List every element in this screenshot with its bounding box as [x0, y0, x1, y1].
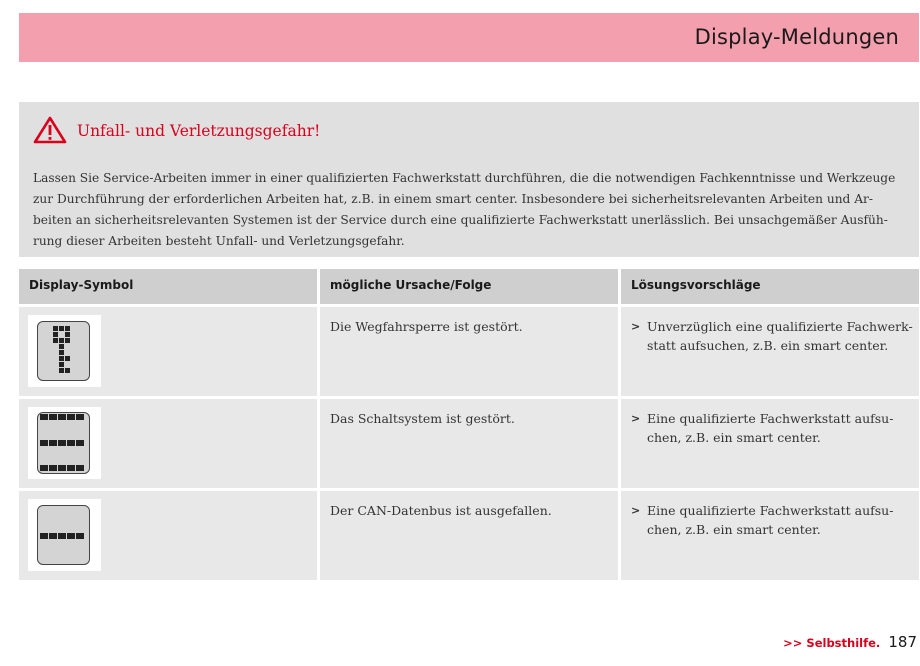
- immobilizer-fault-display-icon: [37, 321, 90, 381]
- column-header-cause: mögliche Ursache/Folge: [320, 269, 618, 304]
- warning-line: zur Durchführung der erforderlichen Arbeiten hat, z.B. in einem smart center. Insbesondere bei sicherheitsrelevanten Arbeiten und Ar-: [33, 192, 873, 206]
- warning-line: Lassen Sie Service-Arbeiten immer in einer qualifizierten Fachwerkstatt durchführen, die die notwendigen Fachkenntnisse und Werkzeuge: [33, 171, 896, 185]
- cause-cell: Das Schaltsystem ist gestört.: [320, 399, 618, 488]
- warning-text: [33, 168, 909, 252]
- symbol-cell: [19, 399, 317, 488]
- gearshift-fault-display-icon: [37, 412, 90, 474]
- solution-cell: > Eine qualifizierte Fachwerkstatt aufsu- chen, z.B. ein smart center.: [621, 491, 919, 580]
- table-row: [19, 399, 919, 488]
- column-header-solution: Lösungsvorschläge: [621, 269, 919, 304]
- page-number: 187: [888, 633, 917, 651]
- table-header-row: [19, 269, 919, 304]
- bullet-arrow-icon: >: [631, 504, 641, 517]
- page-title: Display-Meldungen: [694, 25, 899, 49]
- solution-cell: > Unverzüglich eine qualifizierte Fachwerk- statt aufsuchen, z.B. ein smart center.: [621, 307, 919, 396]
- warning-box: [19, 102, 919, 257]
- symbol-cell: [19, 491, 317, 580]
- cause-cell: Die Wegfahrsperre ist gestört.: [320, 307, 618, 396]
- bullet-arrow-icon: >: [631, 412, 641, 425]
- table-row: [19, 307, 919, 396]
- page-header: [19, 13, 919, 62]
- cause-cell: Der CAN-Datenbus ist ausgefallen.: [320, 491, 618, 580]
- table-row: [19, 491, 919, 580]
- symbol-cell: [19, 307, 317, 396]
- can-bus-fault-display-icon: [37, 505, 90, 565]
- warning-title: Unfall- und Verletzungsgefahr!: [77, 122, 321, 140]
- bullet-arrow-icon: >: [631, 320, 641, 333]
- page-footer: [783, 632, 917, 651]
- solution-cell: > Eine qualifizierte Fachwerkstatt aufsu- chen, z.B. ein smart center.: [621, 399, 919, 488]
- warning-line: beiten an sicherheitsrelevanten Systemen ist der Service durch eine qualifizierte Fachwerkstatt unerlässlich. Bei unsachgemäßer Ausfüh-: [33, 213, 888, 227]
- warning-triangle-icon: [33, 116, 67, 144]
- selbsthilfe-link[interactable]: >> Selbsthilfe.: [783, 636, 881, 650]
- warning-line: rung dieser Arbeiten besteht Unfall- und Verletzungsgefahr.: [33, 234, 405, 248]
- column-header-symbol: Display-Symbol: [19, 269, 317, 304]
- display-messages-table: [19, 269, 919, 580]
